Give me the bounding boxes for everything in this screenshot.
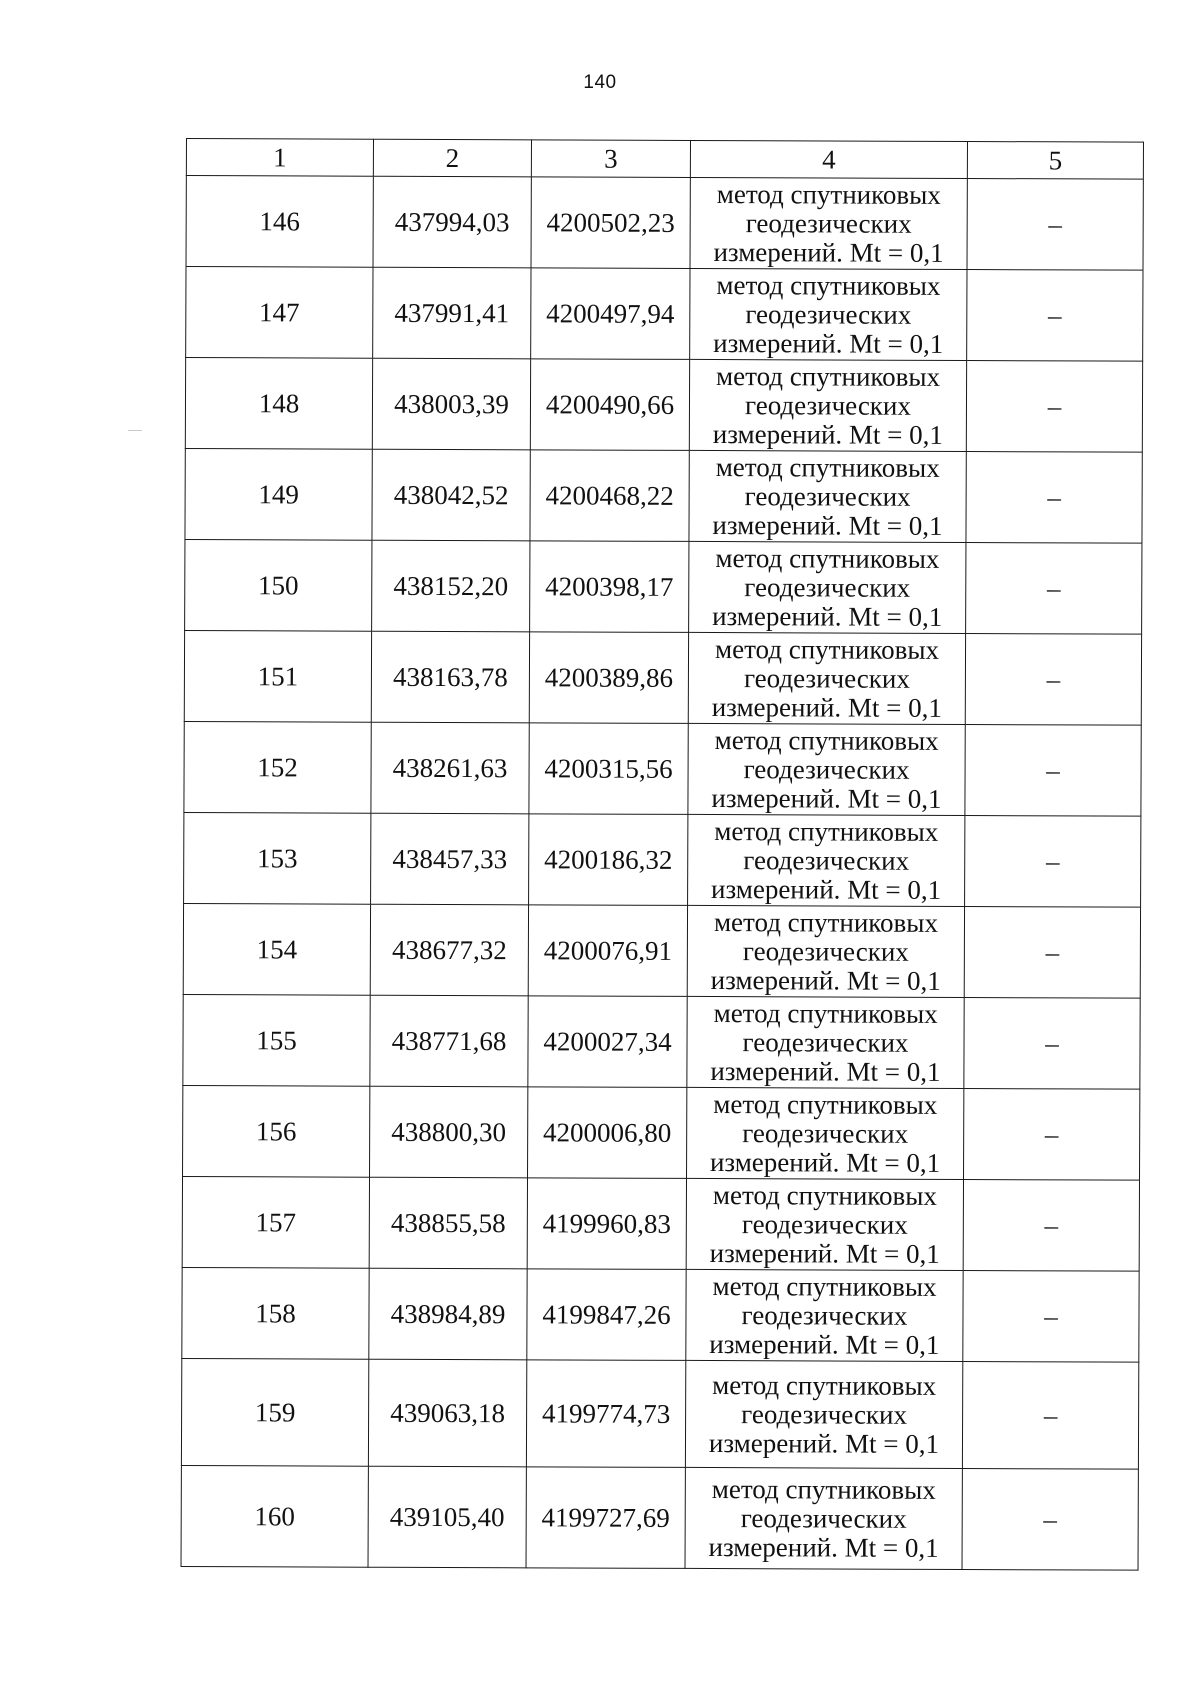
method-cell — [685, 1360, 962, 1468]
scan-artifact — [128, 430, 142, 431]
table-row — [182, 1267, 1139, 1362]
method-cell — [685, 1467, 962, 1569]
method-line: измерений. Mt = 0,1 — [711, 782, 942, 814]
method-line: геодезических — [741, 1208, 908, 1240]
method-cell — [687, 905, 964, 997]
method-line: метод спутниковых — [716, 269, 941, 301]
point-number-cell: 152 — [184, 721, 371, 813]
method-line: метод спутниковых — [716, 360, 941, 392]
point-number-cell: 156 — [183, 1085, 370, 1177]
coordinate-y-cell: 4200497,94 — [531, 268, 690, 360]
method-line: геодезических — [743, 844, 910, 876]
coordinate-x-cell: 438677,32 — [370, 904, 528, 996]
table-row — [185, 358, 1142, 453]
method-line: геодезических — [742, 1026, 909, 1058]
method-line: метод спутниковых — [713, 1088, 938, 1120]
method-line: геодезических — [744, 480, 911, 512]
coordinate-x-cell: 439063,18 — [368, 1359, 526, 1467]
method-line: измерений. Mt = 0,1 — [711, 691, 942, 723]
coordinate-x-cell: 438261,63 — [371, 722, 529, 814]
method-cell — [687, 1087, 964, 1179]
table-row — [181, 1465, 1138, 1570]
table-row — [185, 539, 1142, 634]
coordinate-x-cell: 438003,39 — [372, 358, 530, 450]
method-line: измерений. Mt = 0,1 — [708, 1427, 940, 1459]
table-row — [182, 1176, 1139, 1271]
method-line: метод спутниковых — [714, 815, 939, 847]
method-line: метод спутниковых — [713, 997, 938, 1029]
coordinate-x-cell: 438152,20 — [372, 540, 530, 632]
point-number-cell: 149 — [185, 448, 372, 540]
method-line: геодезических — [740, 1502, 907, 1534]
table-row — [186, 176, 1143, 271]
method-line: измерений. Mt = 0,1 — [712, 509, 943, 541]
note-cell: – — [965, 815, 1141, 907]
note-cell: – — [966, 360, 1142, 452]
point-number-cell: 150 — [185, 539, 372, 631]
method-line: метод спутниковых — [714, 633, 940, 665]
coordinate-x-cell: 438771,68 — [370, 995, 528, 1087]
note-cell: – — [965, 724, 1141, 816]
method-cell — [689, 541, 966, 633]
point-number-cell: 147 — [186, 267, 373, 359]
coordinate-y-cell: 4200076,91 — [528, 905, 687, 997]
header-col-4: 4 — [690, 140, 967, 178]
table-row — [184, 812, 1141, 907]
method-line: геодезических — [742, 1117, 909, 1149]
table-row — [183, 1085, 1140, 1180]
point-number-cell: 159 — [181, 1358, 368, 1466]
coordinate-x-cell: 438042,52 — [372, 449, 530, 541]
note-cell: – — [964, 906, 1140, 998]
method-cell — [688, 723, 965, 815]
table-body — [181, 176, 1143, 1571]
note-cell: – — [966, 542, 1142, 634]
point-number-cell: 146 — [186, 176, 373, 268]
table-row — [184, 721, 1141, 816]
method-line: геодезических — [744, 389, 911, 421]
header-col-3: 3 — [531, 140, 690, 178]
table-row — [183, 903, 1140, 998]
point-number-cell: 153 — [184, 812, 371, 904]
method-line: измерений. Mt = 0,1 — [711, 873, 942, 905]
method-line: геодезических — [745, 207, 912, 239]
table-row — [185, 448, 1142, 543]
method-line: метод спутниковых — [713, 906, 939, 938]
note-cell: – — [967, 179, 1143, 271]
method-line: метод спутниковых — [714, 724, 939, 756]
note-cell: – — [964, 997, 1140, 1089]
page-number: 140 — [583, 72, 617, 93]
header-col-1: 1 — [186, 139, 373, 177]
point-number-cell: 151 — [184, 630, 371, 722]
method-line: метод спутниковых — [715, 451, 940, 483]
point-number-cell: 154 — [183, 903, 370, 995]
coordinate-y-cell: 4200468,22 — [530, 450, 689, 542]
method-line: геодезических — [742, 935, 909, 967]
method-cell — [686, 1178, 963, 1270]
method-cell — [690, 177, 967, 269]
coordinate-x-cell: 439105,40 — [368, 1466, 526, 1568]
method-cell — [689, 359, 966, 451]
method-cell — [689, 450, 966, 542]
note-cell: – — [964, 1088, 1140, 1180]
coordinate-x-cell: 438984,89 — [369, 1268, 527, 1360]
method-line: геодезических — [743, 753, 910, 785]
coordinate-x-cell: 438163,78 — [371, 631, 529, 723]
note-cell: – — [966, 451, 1142, 543]
coordinate-x-cell: 437994,03 — [373, 176, 531, 268]
method-line: измерений. Mt = 0,1 — [713, 327, 944, 359]
note-cell: – — [967, 269, 1143, 361]
method-cell — [690, 268, 967, 360]
coordinate-x-cell: 438855,58 — [369, 1177, 527, 1269]
method-line: геодезических — [741, 1398, 908, 1430]
method-line: измерений. Mt = 0,1 — [713, 236, 944, 268]
method-cell — [688, 814, 965, 906]
table-header — [186, 139, 1143, 180]
method-line: метод спутниковых — [716, 178, 941, 210]
method-line: геодезических — [744, 571, 911, 603]
method-line: измерений. Mt = 0,1 — [710, 1055, 941, 1087]
point-number-cell: 157 — [182, 1176, 369, 1268]
coordinate-y-cell: 4200490,66 — [530, 359, 689, 451]
coordinate-y-cell: 4200027,34 — [528, 996, 687, 1088]
note-cell: – — [965, 633, 1141, 725]
method-line: метод спутниковых — [712, 1369, 937, 1401]
note-cell: – — [963, 1179, 1139, 1271]
coordinate-y-cell: 4200389,86 — [529, 632, 688, 724]
header-col-2: 2 — [373, 139, 531, 177]
coordinate-y-cell: 4200006,80 — [528, 1087, 687, 1179]
method-line: метод спутниковых — [712, 1270, 937, 1302]
header-row — [186, 139, 1143, 180]
method-line: измерений. Mt = 0,1 — [710, 964, 941, 996]
point-number-cell: 148 — [185, 358, 372, 450]
table-row — [183, 994, 1140, 1089]
note-cell: – — [962, 1361, 1138, 1469]
coordinate-y-cell: 4200398,17 — [530, 541, 689, 633]
coordinates-table — [181, 138, 1144, 1571]
method-line: геодезических — [743, 662, 910, 694]
coordinate-x-cell: 438800,30 — [370, 1086, 528, 1178]
point-number-cell: 155 — [183, 994, 370, 1086]
method-line: геодезических — [741, 1299, 908, 1331]
note-cell: – — [962, 1468, 1138, 1570]
method-cell — [688, 632, 965, 724]
point-number-cell: 160 — [181, 1465, 368, 1567]
coordinate-y-cell: 4199960,83 — [527, 1178, 686, 1270]
method-line: измерений. Mt = 0,1 — [712, 600, 943, 632]
method-cell — [686, 1269, 963, 1361]
method-line: метод спутниковых — [712, 1179, 938, 1211]
method-line: измерений. Mt = 0,1 — [708, 1531, 939, 1563]
method-line: метод спутниковых — [711, 1473, 936, 1505]
method-line: метод спутниковых — [715, 542, 940, 574]
coordinate-y-cell: 4199727,69 — [526, 1467, 685, 1569]
coordinate-y-cell: 4200315,56 — [529, 723, 688, 815]
note-cell: – — [963, 1270, 1139, 1362]
method-cell — [687, 996, 964, 1088]
method-line: измерений. Mt = 0,1 — [709, 1237, 940, 1269]
method-line: измерений. Mt = 0,1 — [709, 1146, 941, 1178]
coordinate-y-cell: 4199847,26 — [527, 1269, 686, 1361]
table-row — [186, 267, 1143, 362]
method-line: геодезических — [745, 298, 912, 330]
point-number-cell: 158 — [182, 1267, 369, 1359]
coordinate-y-cell: 4200502,23 — [531, 177, 690, 269]
table-row — [181, 1358, 1138, 1469]
header-col-5: 5 — [967, 142, 1143, 180]
coordinate-y-cell: 4199774,73 — [526, 1360, 685, 1468]
method-line: измерений. Mt = 0,1 — [712, 418, 943, 450]
coordinate-x-cell: 437991,41 — [373, 267, 531, 359]
table-row — [184, 630, 1141, 725]
coordinate-x-cell: 438457,33 — [371, 813, 529, 905]
method-line: измерений. Mt = 0,1 — [709, 1328, 940, 1360]
coordinate-y-cell: 4200186,32 — [529, 814, 688, 906]
